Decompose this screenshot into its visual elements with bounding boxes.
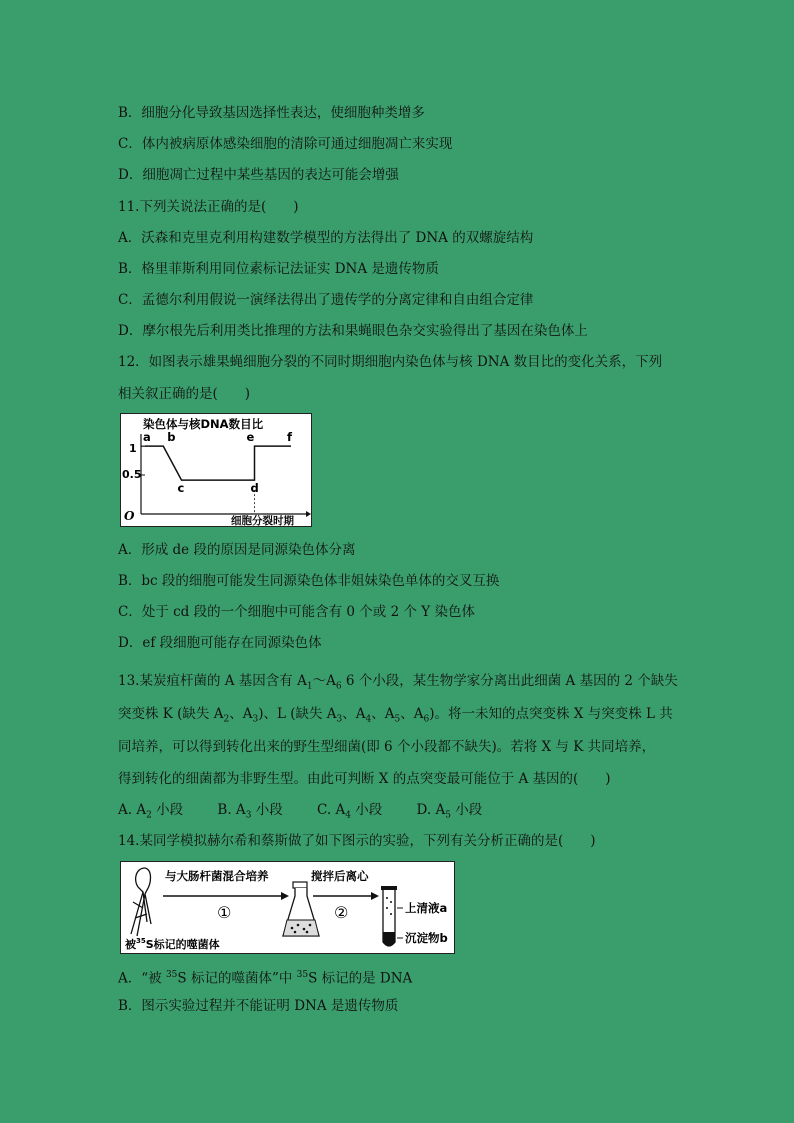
centrifuge-label: 搅拌后离心	[311, 869, 369, 883]
q10-option-d: D．细胞凋亡过程中某些基因的表达可能会增强	[118, 167, 399, 183]
q12-option-d: D．ef 段细胞可能存在同源染色体	[118, 635, 322, 651]
q13-option-c	[317, 801, 382, 825]
q13-sub: 4	[365, 714, 372, 725]
q12-stem-line1: 12．如图表示雄果蝇细胞分裂的不同时期细胞内染色体与核 DNA 数目比的变化关系，下列	[118, 354, 663, 370]
q13-text: 突变株 K (缺失 A	[118, 706, 224, 722]
q13-line1	[118, 672, 678, 696]
q13-sub: 3	[252, 714, 259, 725]
q14-text: S 标记的噬菌体”中	[177, 970, 297, 987]
chart-marks	[141, 430, 293, 514]
q13-sub: 6	[423, 714, 430, 725]
test-tube-icon	[381, 886, 397, 946]
q13-text: 6 个小段，某生物学家分离出此细菌 A 基因的 2 个缺失	[341, 673, 678, 689]
q13-text: ～A	[312, 673, 336, 689]
q13-sub: 5	[394, 714, 401, 725]
point-label-c: c	[177, 481, 185, 496]
opt-sub: 4	[345, 810, 351, 821]
opt-text: D. A	[416, 802, 446, 818]
q13-option-b	[217, 801, 282, 825]
opt-text: C. A	[317, 802, 346, 818]
q13-sub: 3	[336, 714, 343, 725]
q12-option-c: C．处于 cd 段的一个细胞中可能含有 0 个或 2 个 Y 染色体	[118, 604, 475, 620]
y-tick-1: 1	[129, 442, 137, 455]
opt-sub: 5	[445, 810, 451, 821]
q11-option-d: D．摩尔根先后利用类比推理的方法和果蝇眼色杂交实验得出了基因在染色体上	[118, 323, 588, 339]
point-label-e: e	[246, 430, 255, 445]
opt-sub: 3	[245, 810, 252, 821]
q14-experiment-figure	[120, 861, 455, 954]
q14-sup: 35	[165, 970, 178, 980]
q12-option-b: B．bc 段的细胞可能发生同源染色体非姐妹染色单体的交叉互换	[118, 573, 500, 589]
origin-label: O	[124, 509, 135, 523]
q14-text: A．“被	[118, 970, 166, 987]
q13-line2	[118, 705, 673, 729]
q13-sub: 2	[223, 714, 230, 725]
q13-text: )。将一未知的点突变株 X 与突变株 L 共	[429, 706, 673, 722]
q11-stem: 11.下列关说法正确的是( )	[118, 199, 299, 215]
q12-option-a: A．形成 de 段的原因是同源染色体分离	[118, 542, 356, 558]
point-label-f: f	[287, 430, 293, 445]
q10-option-b: B．细胞分化导致基因选择性表达，使细胞种类增多	[118, 105, 425, 121]
q13-text: )、L (缺失 A	[258, 706, 337, 722]
x-axis-label: 细胞分裂时期	[231, 515, 294, 526]
supernatant-label: 上清液a	[405, 901, 448, 915]
chart-svg	[121, 414, 311, 526]
chart-title: 染色体与核DNA数目比	[143, 417, 264, 431]
q11-option-a: A．沃森和克里克利用构建数学模型的方法得出了 DNA 的双螺旋结构	[118, 230, 534, 246]
q13-option-a	[118, 801, 183, 825]
flask-icon	[283, 882, 319, 936]
opt-text: B. A	[217, 802, 246, 818]
q13-sub: 6	[335, 681, 342, 692]
q12-chart	[120, 413, 312, 527]
q11-option-c: C．孟德尔利用假说一演绎法得出了遗传学的分离定律和自由组合定律	[118, 292, 534, 308]
q14-option-a	[118, 966, 412, 988]
q13-options	[118, 801, 512, 825]
x-axis-arrow	[306, 511, 311, 517]
step-2-label: ②	[334, 903, 349, 922]
opt-text: 小段	[251, 802, 283, 818]
experiment-svg	[121, 862, 454, 953]
q14-text: S 标记的是 DNA	[308, 970, 413, 987]
step-1-label: ①	[217, 903, 232, 922]
opt-text: 小段	[450, 802, 483, 818]
phage-illustration	[131, 868, 151, 936]
opt-text: 小段	[350, 802, 383, 818]
point-label-a: a	[143, 430, 151, 445]
q14-stem: 14.某同学模拟赫尔希和蔡斯做了如下图示的实验，下列有关分析正确的是( )	[118, 833, 596, 849]
opt-text: 小段	[151, 802, 184, 818]
q13-line3: 同培养，可以得到转化出来的野生型细菌(即 6 个小段都不缺失)。若将 X 与 K 共同培养，	[118, 739, 656, 755]
arrow-1-head	[281, 892, 289, 900]
q13-text: 、A	[371, 706, 395, 722]
q13-option-d	[417, 801, 483, 825]
series-line	[145, 446, 291, 480]
opt-text: A. A	[118, 802, 147, 818]
precipitate-label: 沉淀物b	[405, 931, 448, 945]
q14-option-b: B．图示实验过程并不能证明 DNA 是遗传物质	[118, 998, 399, 1014]
y-tick-0.5: 0.5	[122, 468, 142, 481]
mix-culture-label: 与大肠杆菌混合培养	[165, 869, 269, 883]
q10-option-c: C．体内被病原体感染细胞的清除可通过细胞凋亡来实现	[118, 136, 453, 152]
point-label-b: b	[167, 430, 176, 445]
q14-sup: 35	[296, 970, 309, 980]
q12-stem-line2: 相关叙正确的是( )	[118, 386, 251, 402]
q13-text: 13.某炭疽杆菌的 A 基因含有 A	[118, 673, 307, 689]
q13-text: 、A	[342, 706, 366, 722]
q13-text: 、A	[229, 706, 253, 722]
opt-sub: 2	[146, 810, 152, 821]
q13-sub: 1	[306, 681, 313, 692]
point-label-d: d	[250, 481, 259, 496]
q13-text: 、A	[400, 706, 424, 722]
phage-label: 被$^{35}$S标记的噬菌体	[125, 937, 220, 951]
q11-option-b: B．格里菲斯利用同位素标记法证实 DNA 是遗传物质	[118, 261, 439, 277]
arrow-2-head	[371, 892, 379, 900]
q13-line4: 得到转化的细菌都为非野生型。由此可判断 X 的点突变最可能位于 A 基因的( )	[118, 771, 611, 787]
